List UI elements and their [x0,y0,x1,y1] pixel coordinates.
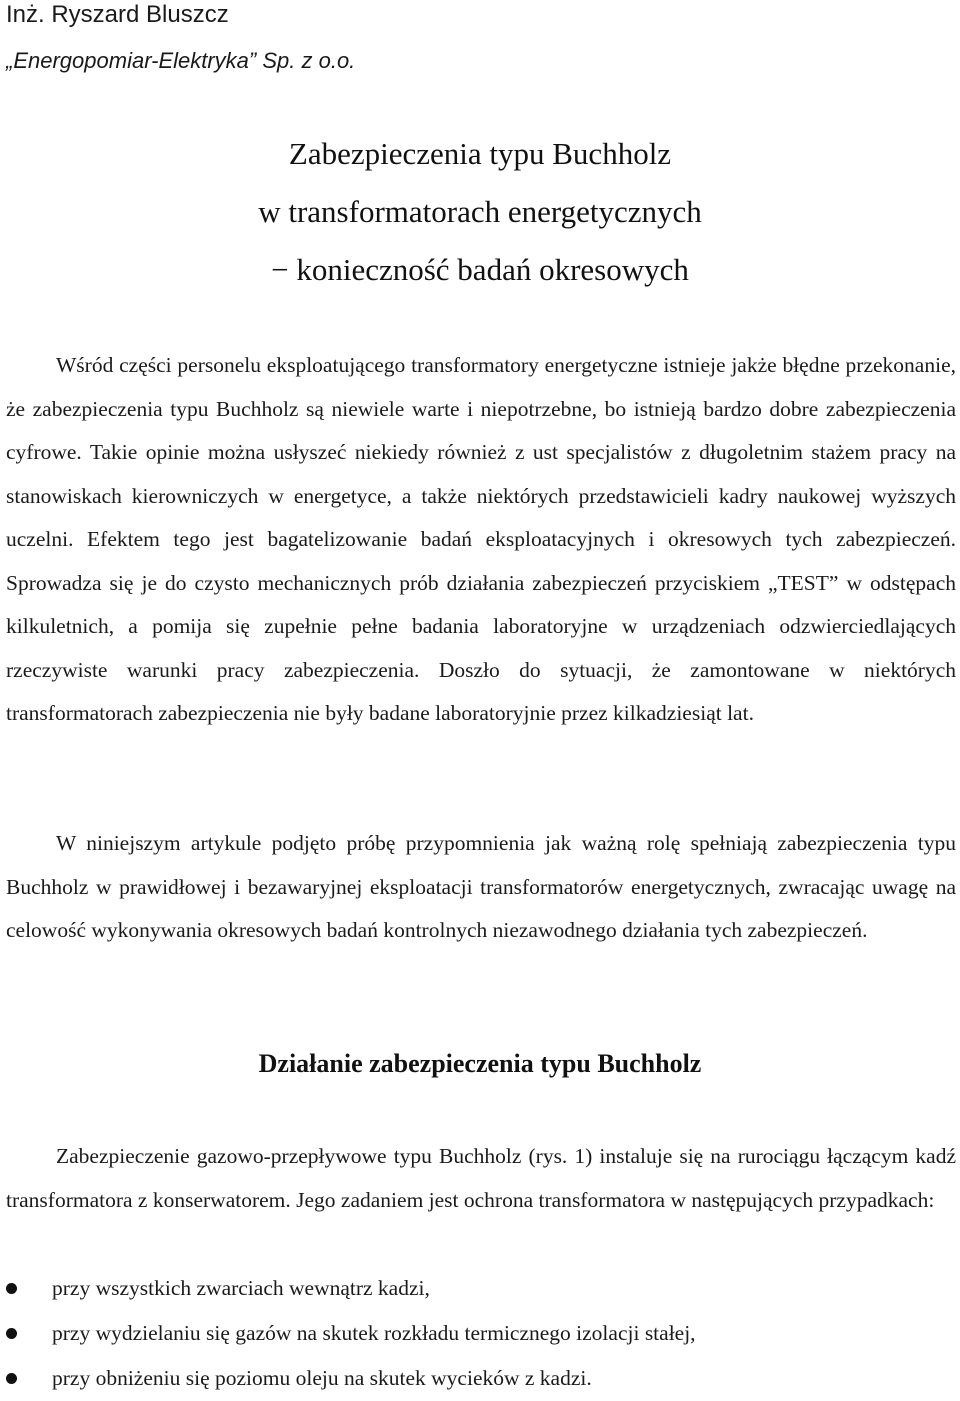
list-item-text: przy obniżeniu się poziomu oleju na skutek wycieków z kadzi. [52,1366,592,1390]
bullet-icon [6,1283,17,1294]
title-line-3: − konieczność badań okresowych [271,252,689,287]
protection-cases-list [6,1266,956,1401]
paragraph-purpose: W niniejszym artykule podjęto próbę przypomnienia jak ważną rolę spełniają zabezpieczenia typu Buchholz w prawidłowej i bezawaryjnej eksploatacji transformatorów energetycznych, zwracając uwagę na celowość wykonywania okresowych badań kontrolnych niezawodnego działania tych zabezpieczeń. [6,831,956,942]
title-line-1: Zabezpieczenia typu Buchholz [288,136,672,171]
paragraph-intro: Wśród części personelu eksploatującego transformatory energetyczne istnieje jakże błędne przekonanie, że zabezpieczenia typu Buchholz są niewiele warte i niepotrzebne, bo istnieją bardzo dobre zabezpieczenia cyfrowe. Takie opinie można usłyszeć niekiedy również z ust specjalistów z długoletnim stażem pracy na stanowiskach kierowniczych w energetyce, a także niektórych przedstawicieli kadry naukowej wyższych uczelni. Efektem tego jest bagatelizowanie badań eksploatacyjnych i okresowych tych zabezpieczeń. Sprowadza się je do czysto mechanicznych prób działania zabezpieczeń przyciskiem „TEST” w odstępach kilkuletnich, a pomija się zupełnie pełne badania laboratoryjne w urządzeniach odzwierciedlających rzeczywiste warunki pracy zabezpieczenia. Doszło do sytuacji, że zamontowane w niektórych transformatorach zabezpieczenia nie były badane laboratoryjnie przez kilkadziesiąt lat. [6,353,956,725]
section-heading: Działanie zabezpieczenia typu Buchholz [258,1049,702,1078]
company-name: „Energopomiar-Elektryka” Sp. z o.o. [6,48,356,73]
list-item [6,1356,956,1401]
bullet-icon [6,1328,17,1339]
list-item [6,1266,956,1311]
bullet-icon [6,1373,17,1384]
list-item-text: przy wszystkich zwarciach wewnątrz kadzi, [52,1276,430,1300]
list-item-text: przy wydzielaniu się gazów na skutek rozkładu termicznego izolacji stałej, [52,1321,696,1345]
title-line-2: w transformatorach energetycznych [258,194,702,229]
section-intro-paragraph: Zabezpieczenie gazowo-przepływowe typu Buchholz (rys. 1) instaluje się na rurociągu łączącym kadź transformatora z konserwatorem. Jego zadaniem jest ochrona transformatora w następujących przypadkach: [6,1144,956,1212]
list-item [6,1311,956,1356]
author-name: Inż. Ryszard Bluszcz [6,1,229,28]
